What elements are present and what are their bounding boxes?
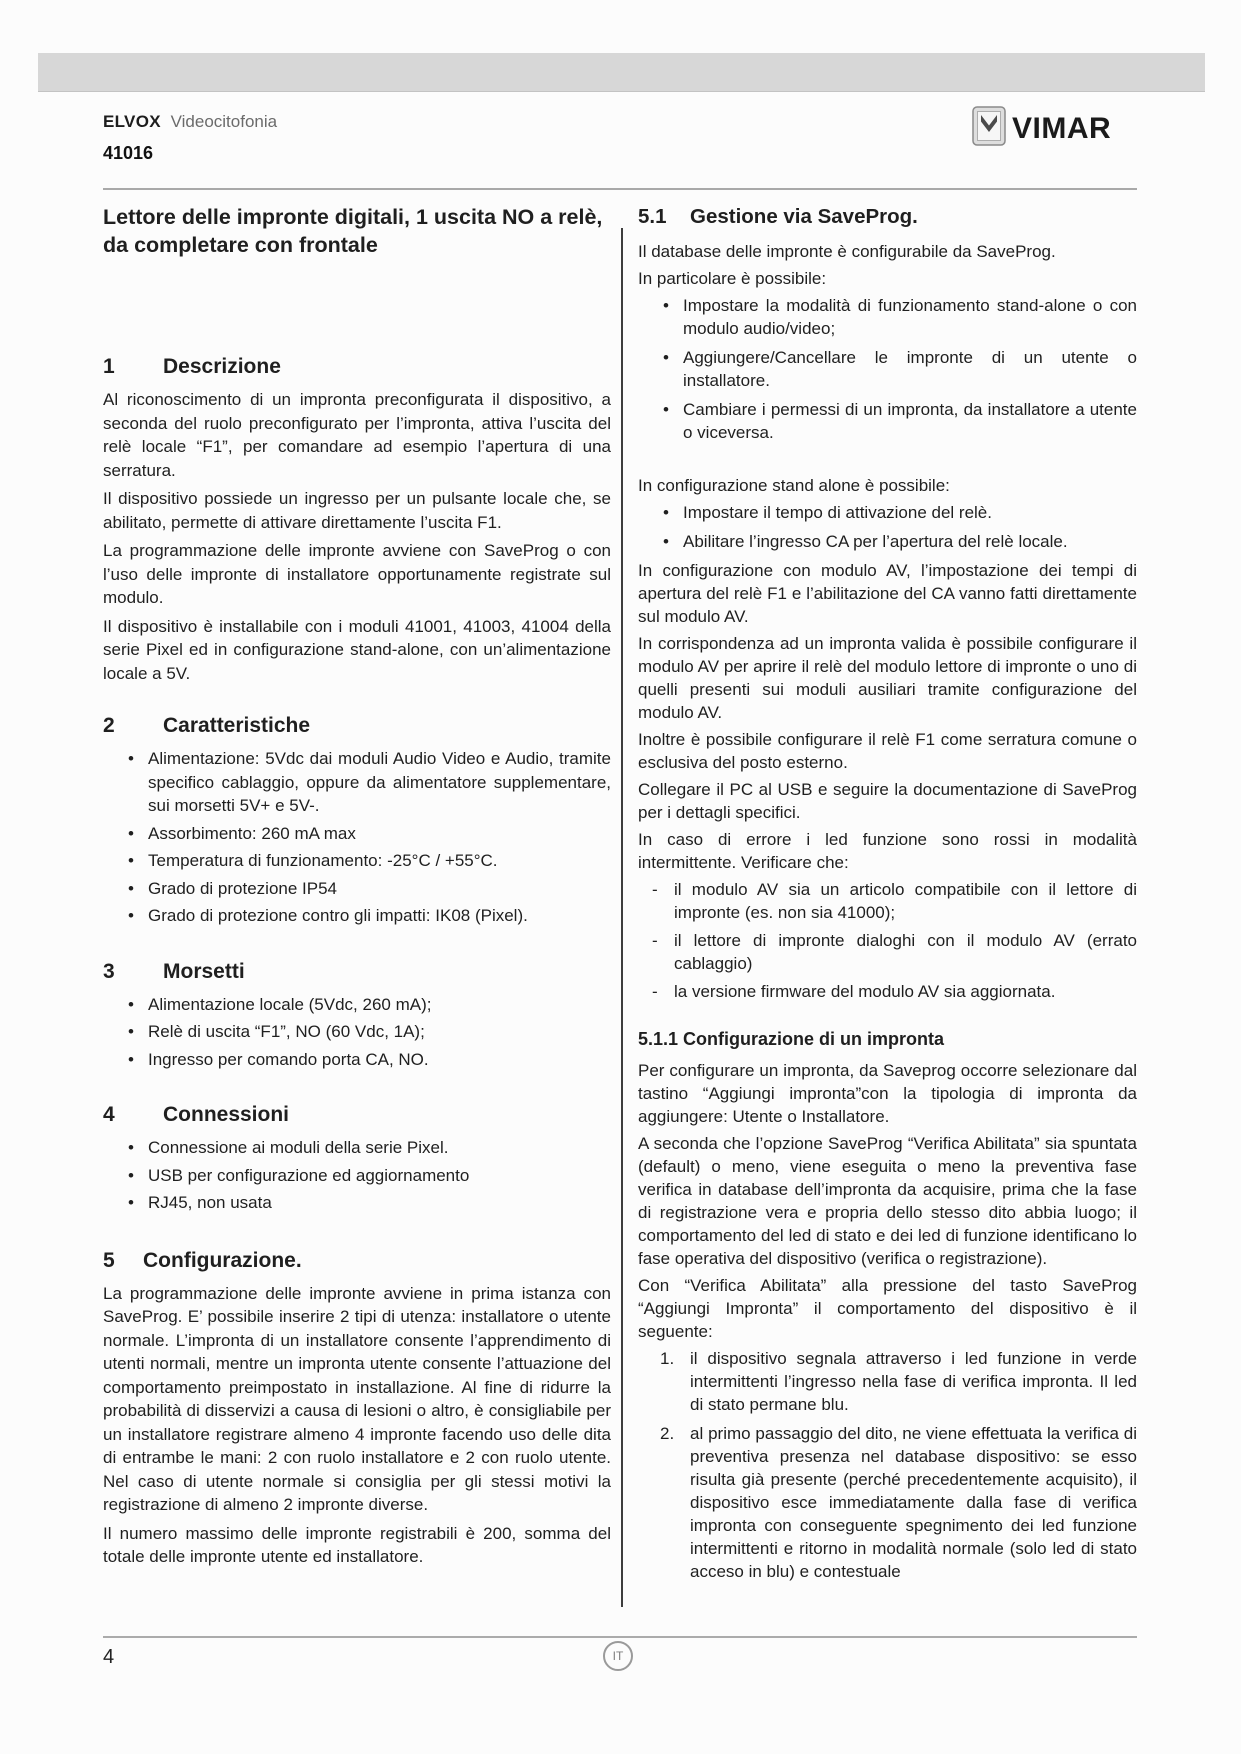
section-1-heading: 1 Descrizione [103, 353, 611, 381]
list-item: • Grado di protezione contro gli impatti: IK08 (Pixel). [128, 904, 611, 928]
section-5-heading: 5 Configurazione. [103, 1247, 611, 1275]
step-number: 2. [660, 1424, 675, 1443]
list-item: • Alimentazione: 5Vdc dai moduli Audio Video e Audio, tramite specifico cablaggio, oppure da alimentatore supplementare, sui morsetti 5V+ e 5V-. [128, 747, 611, 818]
paragraph: Il database delle impronte è configurabile da SaveProg. [638, 242, 1056, 261]
list-item: • USB per configurazione ed aggiornamento [128, 1164, 611, 1188]
dash-marker: - [652, 931, 658, 950]
vimar-logo [972, 106, 1111, 151]
list-item: 2. al primo passaggio del dito, ne viene effettuata la verifica di preventiva presenza nel database dispositivo: se esso risulta già presente (perché precedentemente acquisito), il dispositivo esce immediatamente dalla fase di verifica impronta con conseguente spegnimento dei led funzione intermittenti e ritorno in modalità normale (solo led di stato acceso in blu) e contestuale [660, 1424, 1137, 1581]
list-item: • RJ45, non usata [128, 1191, 611, 1215]
saveprog-options-list [638, 294, 1137, 444]
paragraph: Il numero massimo delle impronte registrabili è 200, somma del totale delle impronte utente ed installatore. [103, 1523, 611, 1566]
top-gray-bar [38, 53, 1205, 92]
section-4-number: 4 [103, 1103, 115, 1126]
page-title: Lettore delle impronte digitali, 1 uscita NO a relè, da completare con frontale [103, 205, 603, 257]
brand-videocitofonia: Videocitofonia [170, 112, 278, 131]
section-5-1-heading: 5.1 Gestione via SaveProg. [638, 205, 918, 228]
header-divider [103, 188, 1137, 190]
list-item: • Alimentazione locale (5Vdc, 260 mA); [128, 993, 611, 1017]
list-item: 1. il dispositivo segnala attraverso i led funzione in verde intermittenti l’ingresso nella fase di verifica impronta. Il led di stato permane blu. [660, 1349, 1137, 1414]
connections-list [103, 1136, 611, 1215]
fingerprint-steps-list [638, 1347, 1137, 1583]
paragraph: In caso di errore i led funzione sono rossi in modalità intermittente. Verificare che: [638, 830, 1137, 872]
list-item: • Impostare la modalità di funzionamento stand-alone o con modulo audio/video; [663, 294, 1137, 340]
column-divider [621, 228, 623, 1607]
list-item: • Grado di protezione IP54 [128, 877, 611, 901]
step-number: 1. [660, 1349, 675, 1368]
list-item: • Aggiungere/Cancellare le impronte di un utente o installatore. [663, 346, 1137, 392]
list-item: • Temperatura di funzionamento: -25°C / +55°C. [128, 849, 611, 873]
dash-marker: - [652, 880, 658, 899]
page-number: 4 [103, 1646, 115, 1668]
terminals-list [103, 993, 611, 1072]
footer-divider [103, 1636, 1137, 1638]
list-item: • Impostare il tempo di attivazione del relè. [663, 501, 1137, 524]
section-3-heading: 3 Morsetti [103, 958, 611, 986]
list-item: • Ingresso per comando porta CA, NO. [128, 1048, 611, 1072]
vimar-logo-icon [972, 106, 1006, 151]
list-item: - il lettore di impronte dialoghi con il modulo AV (errato cablaggio) [652, 931, 1137, 973]
brand-line [103, 112, 277, 132]
section-5-1-1-heading: 5.1.1 Configurazione di un impronta [638, 1029, 945, 1049]
paragraph: Il dispositivo è installabile con i moduli 41001, 41003, 41004 della serie Pixel ed in configurazione stand-alone, con un’alimentazione locale a 5V. [103, 616, 611, 683]
paragraph: Al riconoscimento di un impronta preconfigurata il dispositivo, a seconda del ruolo preconfigurato per l’impronta, attiva l’uscita del relè locale “F1”, per comandare ad esempio l’apertura di una serratura. [103, 390, 611, 480]
paragraph: A seconda che l’opzione SaveProg “Verifica Abilitata” sia spuntata (default) o meno, viene eseguita o meno la preventiva fase verifica in database dell’impronta da acquisire, prima che la fase di registrazione vera e propria dello stesso dito abbia luogo; il comportamento del led di stato e dei led di funzione identificano lo fase operativa del dispositivo (verifica o registrazione). [638, 1134, 1137, 1268]
section-5-1-number: 5.1 [638, 205, 667, 228]
paragraph: In configurazione con modulo AV, l’impostazione dei tempi di apertura del relè F1 e l’abilitazione del CA vanno fatti direttamente sul modulo AV. [638, 561, 1137, 626]
list-item: • Connessione ai moduli della serie Pixel. [128, 1136, 611, 1160]
product-code: 41016 [103, 143, 154, 163]
characteristics-list [103, 747, 611, 928]
language-badge: IT [603, 1641, 633, 1671]
paragraph: Il dispositivo possiede un ingresso per un pulsante locale che, se abilitato, permette di attivare direttamente l’uscita F1. [103, 489, 611, 532]
dash-marker: - [652, 982, 658, 1001]
paragraph: In corrispondenza ad un impronta valida è possibile configurare il modulo AV per aprire il relè del modulo lettore di impronte o uno di quelli presenti sui moduli ausiliari tramite configurazione del modulo AV. [638, 634, 1137, 722]
section-3-number: 3 [103, 959, 115, 983]
paragraph: La programmazione delle impronte avviene con SaveProg o con l’uso delle impronte di installatore opportunamente registrate sul modulo. [103, 541, 611, 607]
section-4-heading: 4 Connessioni [103, 1101, 611, 1129]
brand-elvox: ELVOX [103, 112, 161, 131]
paragraph: Collegare il PC al USB e seguire la documentazione di SaveProg per i dettagli specifici. [638, 780, 1137, 822]
left-column [103, 203, 611, 1613]
paragraph: In configurazione stand alone è possibile: [638, 476, 950, 495]
section-2-number: 2 [103, 714, 115, 737]
paragraph: Inoltre è possibile configurare il relè F1 come serratura comune o esclusiva del posto esterno. [638, 730, 1137, 772]
error-checks-list [638, 878, 1137, 1003]
paragraph: Per configurare un impronta, da Saveprog occorre selezionare dal tastino “Aggiungi impronta”con la tipologia di impronta da aggiungere: Utente o Installatore. [638, 1061, 1137, 1126]
list-item: • Cambiare i permessi di un impronta, da installatore a utente o viceversa. [663, 398, 1137, 444]
vimar-logo-text: VIMAR [1012, 111, 1112, 145]
section-2-heading: 2 Caratteristiche [103, 712, 611, 740]
list-item: • Assorbimento: 260 mA max [128, 822, 611, 846]
list-item: • Relè di uscita “F1”, NO (60 Vdc, 1A); [128, 1020, 611, 1044]
paragraph: La programmazione delle impronte avviene in prima istanza con SaveProg. E’ possibile inserire 2 tipi di utenza: installatore o utente normale. L’impronta di un installatore consente l’apprendimento di utenti normali, mentre un impronta utente consente l’attuazione del comportamento preimpostato in installazione. Al fine di ridurre la probabilità di disservizi a causa di lesioni o altro, è consigliabile per un installatore registrare almeno 4 impronte facendo uso delle dita di entrambe le mani: 2 con ruolo installatore e 2 con ruolo utente. Nel caso di utente normale si consiglia per gli stessi motivi la registrazione di almeno 2 impronte diverse. [103, 1283, 611, 1514]
standalone-options-list [638, 501, 1137, 553]
section-1-number: 1 [103, 355, 115, 378]
paragraph: Con “Verifica Abilitata” alla pressione del tasto SaveProg “Aggiungi Impronta” il comportamento del dispositivo è il seguente: [638, 1276, 1137, 1341]
paragraph: In particolare è possibile: [638, 269, 827, 288]
section-5-number: 5 [103, 1248, 115, 1272]
list-item: - la versione firmware del modulo AV sia aggiornata. [652, 982, 1056, 1001]
right-column [638, 204, 1137, 1612]
list-item: - il modulo AV sia un articolo compatibile con il lettore di impronte (es. non sia 41000); [652, 880, 1137, 922]
list-item: • Abilitare l’ingresso CA per l’apertura del relè locale. [663, 530, 1137, 553]
